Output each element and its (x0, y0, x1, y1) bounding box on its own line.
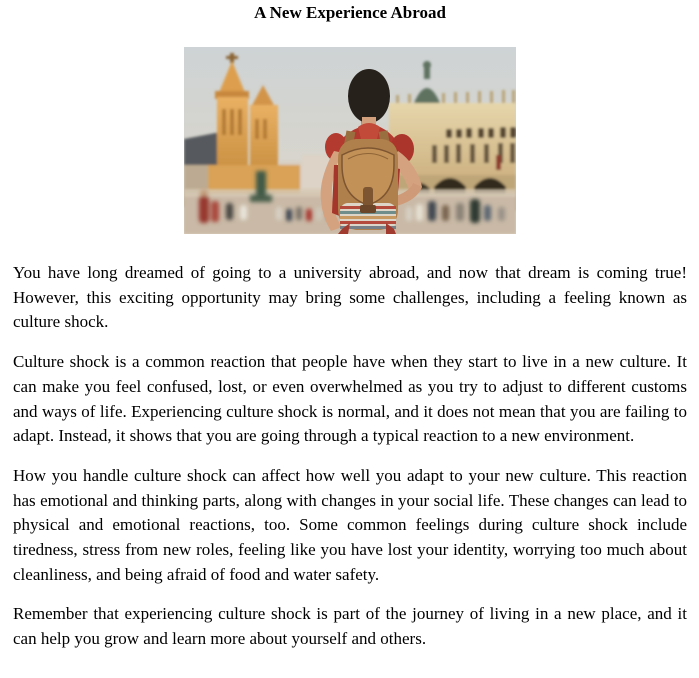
article-photo (184, 47, 516, 234)
paragraph-conclusion: Remember that experiencing culture shock is part of the journey of living in a new place, and it can help you grow and learn more about yourself and others. (13, 604, 687, 649)
page-title: A New Experience Abroad (254, 3, 446, 22)
paragraph-effects: How you handle culture shock can affect how well you adapt to your new culture. This reaction has emotional and thinking parts, along with changes in your social life. These changes can lead to physical and emotional reactions, too. Some common feelings during culture shock include tiredness, stress from new roles, feeling like you have lost your identity, worrying too much about cleanliness, and being afraid of food and water safety. (13, 465, 687, 584)
paragraph-intro: You have long dreamed of going to a university abroad, and now that dream is coming true! However, this exciting opportunity may bring some challenges, including a feeling known as culture shock. (13, 263, 687, 332)
article-photo-figure (13, 47, 687, 234)
paragraph-definition: Culture shock is a common reaction that people have when they start to live in a new culture. It can make you feel confused, lost, or even overwhelmed as you try to adjust to different customs and ways of life. Experiencing culture shock is normal, and it does not mean that you are failing to adapt. Instead, it shows that you are going through a typical reaction to a new environment. (13, 352, 687, 446)
document-page (0, 3, 699, 678)
